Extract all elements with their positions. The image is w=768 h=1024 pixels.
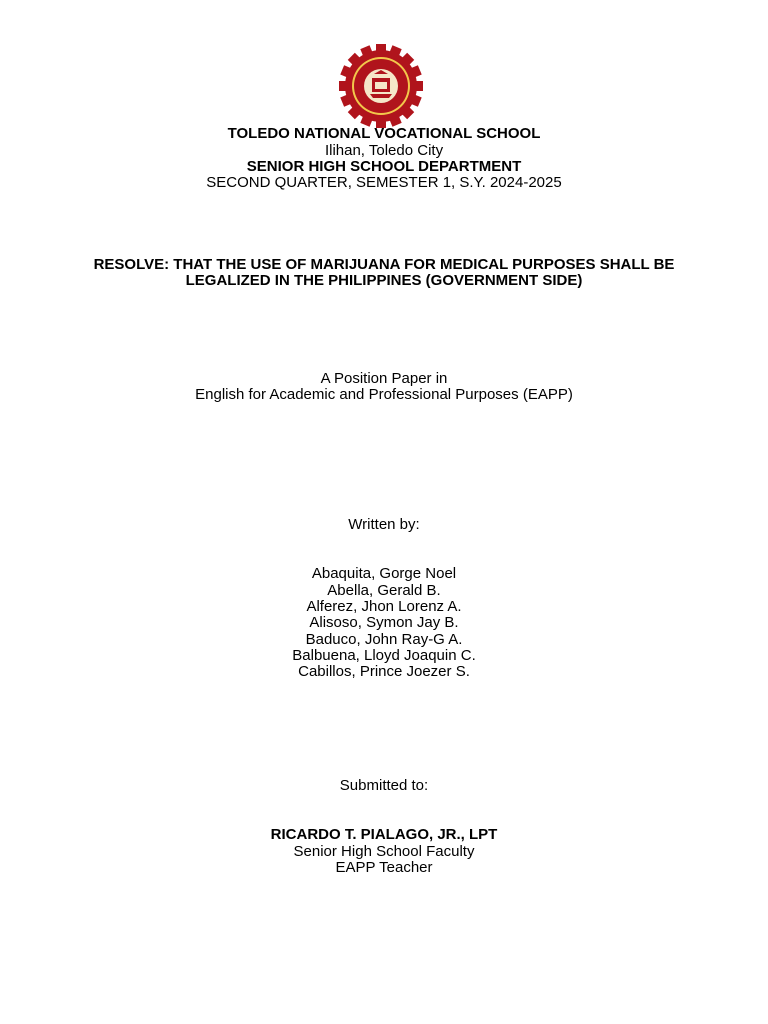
paper-title-line-1: RESOLVE: THAT THE USE OF MARIJUANA FOR MEDICAL PURPOSES SHALL BE bbox=[93, 256, 675, 273]
author-name: Baduco, John Ray-G A. bbox=[305, 631, 463, 648]
author-name: Abaquita, Gorge Noel bbox=[311, 565, 457, 582]
term-line: SECOND QUARTER, SEMESTER 1, S.Y. 2024-2025 bbox=[206, 174, 562, 191]
author-name: Alisoso, Symon Jay B. bbox=[309, 614, 459, 631]
submitted-to-label: Submitted to: bbox=[339, 777, 429, 794]
author-name: Balbuena, Lloyd Joaquin C. bbox=[292, 647, 476, 664]
author-name: Abella, Gerald B. bbox=[327, 582, 441, 599]
teacher-name: RICARDO T. PIALAGO, JR., LPT bbox=[270, 826, 498, 843]
author-name: Alferez, Jhon Lorenz A. bbox=[306, 598, 462, 615]
author-name: Cabillos, Prince Joezer S. bbox=[298, 663, 470, 680]
paper-type-line-2: English for Academic and Professional Purposes (EAPP) bbox=[195, 386, 573, 403]
school-location: Ilihan, Toledo City bbox=[324, 142, 444, 159]
school-seal-icon bbox=[334, 44, 428, 128]
written-by-label: Written by: bbox=[348, 516, 420, 533]
school-name: TOLEDO NATIONAL VOCATIONAL SCHOOL bbox=[227, 125, 541, 142]
teacher-role: Senior High School Faculty bbox=[293, 843, 475, 860]
school-seal-logo bbox=[334, 44, 428, 128]
paper-type-line-1: A Position Paper in bbox=[320, 370, 448, 387]
teacher-subject-role: EAPP Teacher bbox=[335, 859, 433, 876]
department-name: SENIOR HIGH SCHOOL DEPARTMENT bbox=[246, 158, 522, 175]
paper-title-line-2: LEGALIZED IN THE PHILIPPINES (GOVERNMENT SIDE) bbox=[185, 272, 583, 289]
